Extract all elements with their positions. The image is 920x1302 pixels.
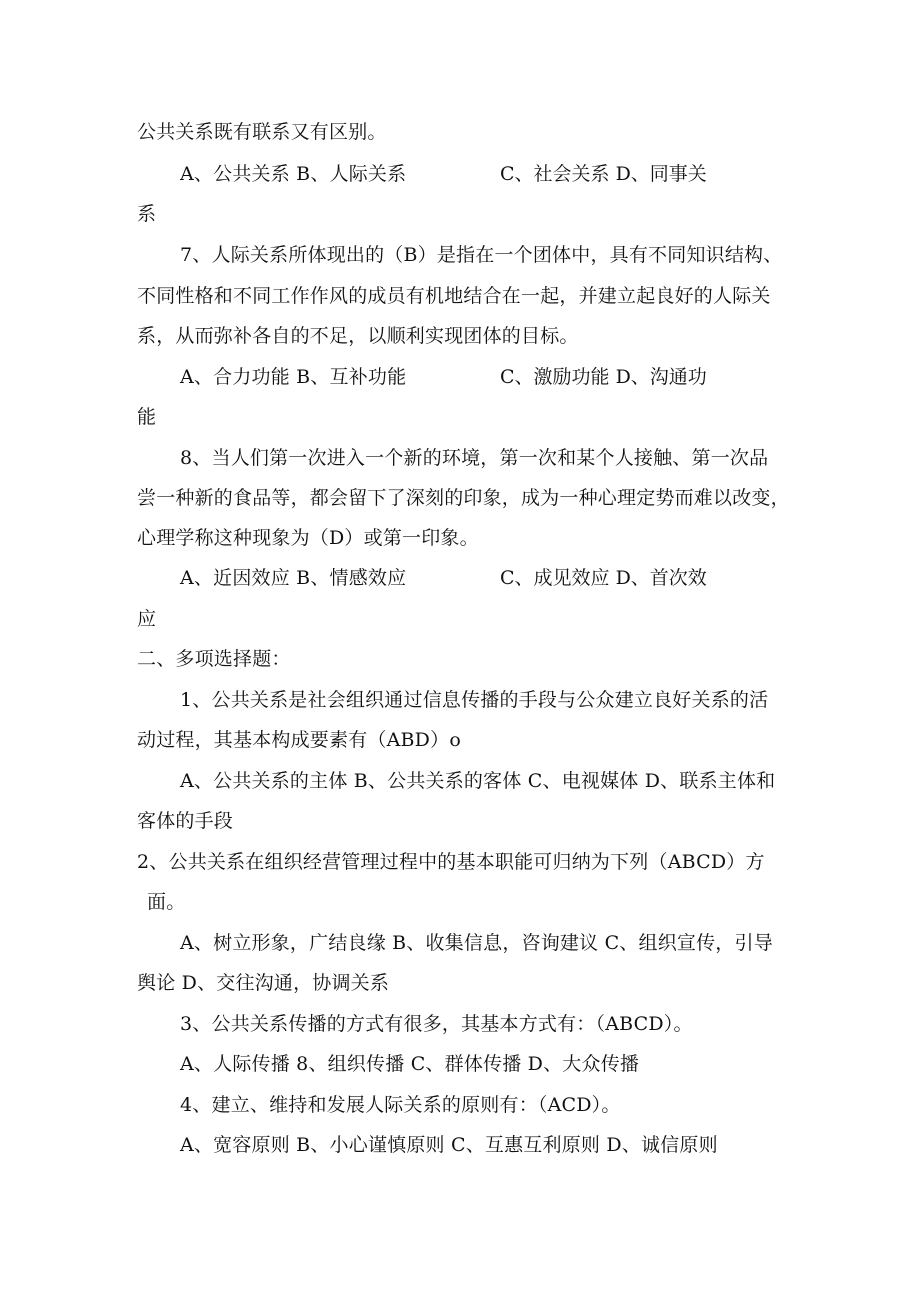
q7-options-ab: A、合力功能 B、互补功能 <box>180 366 407 388</box>
m2-options-line-1: A、树立形象，广结良缘 B、收集信息，咨询建议 C、组织宣传，引导 <box>180 932 773 954</box>
q7-options-cd: C、激励功能 D、沟通功 <box>500 366 707 388</box>
intro-tail: 公共关系既有联系又有区别。 <box>137 121 387 143</box>
q8-options-cd: C、成见效应 D、首次效 <box>500 567 707 589</box>
q6-options-wrap: 系 <box>137 203 157 225</box>
m2-options-line-2: 舆论 D、交往沟通，协调关系 <box>137 972 390 994</box>
q7-stem-line-2: 不同性格和不同工作作风的成员有机地结合在一起，并建立起良好的人际关 <box>137 285 771 307</box>
q8-stem-line-3: 心理学称这种现象为（D）或第一印象。 <box>137 527 479 549</box>
m1-options-line-2: 客体的手段 <box>137 810 234 832</box>
q7-stem-line-3: 系，从而弥补各自的不足，以顺利实现团体的目标。 <box>137 325 579 347</box>
q7-stem-line-1: 7、人际关系所体现出的（B）是指在一个团体中，具有不同知识结构、 <box>180 244 783 266</box>
q8-options-ab: A、近因效应 B、情感效应 <box>180 567 407 589</box>
q8-options-wrap: 应 <box>137 608 157 630</box>
m2-stem-line-1: 2、公共关系在组织经营管理过程中的基本职能可归纳为下列（ABCD）方 <box>137 851 765 873</box>
m2-stem-line-2: 面。 <box>147 891 186 913</box>
q6-options-ab: A、公共关系 B、人际关系 <box>180 163 407 185</box>
q8-stem-line-1: 8、当人们第一次进入一个新的环境，第一次和某个人接触、第一次品 <box>180 447 769 469</box>
m4-options: A、宽容原则 B、小心谨慎原则 C、互惠互利原则 D、诚信原则 <box>180 1134 718 1156</box>
q7-options-wrap: 能 <box>137 406 157 428</box>
m1-stem-line-2: 动过程，其基本构成要素有（ABD）o <box>137 729 461 751</box>
m3-stem: 3、公共关系传播的方式有很多，其基本方式有：（ABCD）。 <box>180 1013 693 1035</box>
m1-stem-line-1: 1、公共关系是社会组织通过信息传播的手段与公众建立良好关系的活 <box>180 689 769 711</box>
q6-options-cd: C、社会关系 D、同事关 <box>500 163 707 185</box>
q8-stem-line-2: 尝一种新的食品等，都会留下了深刻的印象，成为一种心理定势而难以改变， <box>137 487 790 509</box>
m1-options-line-1: A、公共关系的主体 B、公共关系的客体 C、电视媒体 D、联系主体和 <box>180 770 776 792</box>
m3-options: A、人际传播 8、组织传播 C、群体传播 D、大众传播 <box>180 1053 640 1075</box>
m4-stem: 4、建立、维持和发展人际关系的原则有：（ACD）。 <box>180 1094 621 1116</box>
section-2-title: 二、多项选择题： <box>137 648 291 670</box>
